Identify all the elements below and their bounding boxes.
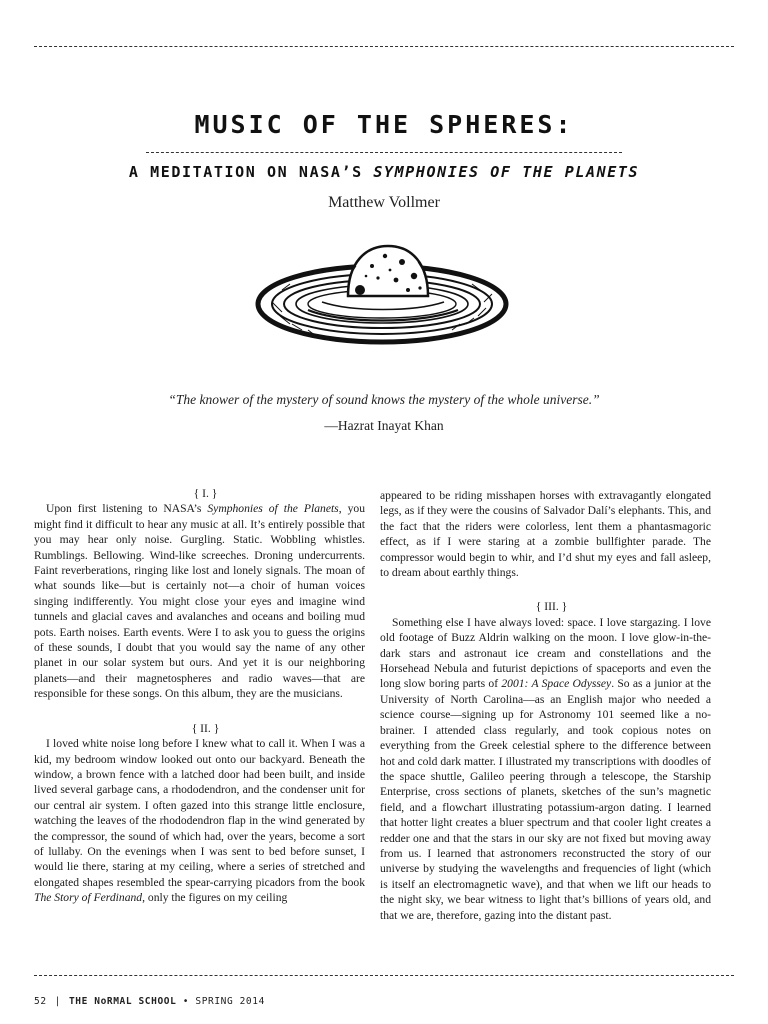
epigraph-attribution: —Hazrat Inayat Khan — [324, 418, 444, 433]
text-run: , you might find it difficult to hear any music at all. It’s entirely possible that you may hear only noise. Gurgling. Static. Wobbling whistles. Rumblings. Bellowing. Wind-like screeches. Droning undercurrents. Faint reverberations, ringing like lost and lonely signals. The moan of what sounds like—but is certainly not—a choir of human voices singing indifferently. You might close your eyes and imagine wind tunnels and glacial caves and avalanches and oceans and boiling mud pots. Earth noises. Earth events. Were I to ask you to guess the origins of these sounds, I doubt that you would say the name of any other planet in our solar system but ours. And yet it is our neighboring planets—and their magnetospheres and radio waves—that are responsible for these songs. On this album, they are the musicians. — [34, 502, 365, 701]
top-dashed-rule — [34, 46, 734, 47]
section-2-continued: appeared to be riding misshapen horses with extravagantly elongated legs, as if they were the cousins of Salvador Dalí’s elephants. This, and the fact that the riders were colorless, lent them a phantasmagoric effect, as if I were staring at a zombie bullfighter parade. The compressor would begin to whir, and I’d shut my eyes and fall asleep, to dream about earthly things. — [380, 489, 711, 580]
subtitle-prefix: A MEDITATION ON NASA’S — [128, 163, 374, 181]
text-run: . So as a junior at the University of North Carolina—as an English major who needed a science course—signing up for Astronomy 101 seemed like a no-brainer. I attended class regularly, and took copious notes on everything from the Greek celestial sphere to the difference between hot and cold dark matter. I illustrated my transcriptions with doodles of the space shuttle, Galileo peering through a telescope, the Starship Enterprise, cross sections of planets, sketches of the sun’s magnetic field, and a flowchart illustrating potassium-argon dating. I learned that hotter light creates a bluer spectrum and that cooler light creates a redder one and that the stars in our sky are not fixed but moving away from us. I learned that astronomers reconstructed the story of our universe by studying the wavelengths and frequencies of light (which is itself an electromagnetic wave), and that when we lift our heads to the night sky, we bear witness to light that’s billions of years old, and that we are, therefore, gazing into the distant past. — [380, 677, 711, 922]
book-title-italic: The Story of Ferdinand — [34, 891, 143, 905]
subtitle-italic: SYMPHONIES OF THE PLANETS — [373, 163, 640, 181]
album-title-italic: Symphonies of the Planets — [207, 502, 339, 516]
author-name: Matthew Vollmer — [328, 194, 440, 211]
page-footer — [34, 996, 265, 1007]
right-column — [380, 488, 711, 923]
page-number: 52 — [34, 996, 47, 1007]
film-title-italic: 2001: A Space Odyssey — [501, 677, 612, 691]
section-heading: { III. } — [535, 600, 568, 614]
journal-name: THE NoRMAL SCHOOL — [68, 996, 177, 1007]
journal-issue: • SPRING 2014 — [182, 996, 265, 1007]
section-heading: { I. } — [193, 487, 218, 500]
left-column — [34, 486, 365, 906]
article-subtitle — [0, 163, 768, 181]
text-run: Something else I have always loved: space. I love stargazing. I love old footage of Buzz Aldrin walking on the moon. I love glow-in-the-dark stars and astronaut ice cream and constellations and the Horsehead Nebula and futurist depictions of spaceports and even the long slow boring parts of — [380, 615, 711, 691]
section-3-paragraph — [380, 615, 711, 923]
section-heading: { II. } — [191, 721, 220, 735]
saturn-planet-icon — [252, 232, 512, 354]
epigraph-quote: “The knower of the mystery of sound knows the mystery of the whole universe.” — [168, 392, 600, 407]
title-dashed-rule — [146, 152, 622, 153]
bottom-dashed-rule — [34, 975, 734, 976]
article-title: MUSIC OF THE SPHERES: — [194, 110, 574, 139]
section-2-paragraph — [34, 736, 365, 905]
text-run: I loved white noise long before I knew what to call it. When I was a kid, my bedroom window looked out onto our backyard. Beneath the window, a brown fence with a latched door had been built, and inside lived several garbage cans, a rhododendron, and the condenser unit for our central air system. I often gazed into this strange little enclosure, watching the leaves of the rhododendron flap in the wind generated by the compressor, the sound of which had, over the years, become a sort of lullaby. On the evenings when I was sent to bed before sunset, I would lie there, staring at my ceiling, where a series of stretched and elongated shapes resembled the spear-carrying picadors from the book — [34, 737, 365, 889]
footer-separator: | — [54, 996, 61, 1007]
text-run: Upon first listening to NASA’s — [46, 502, 208, 516]
section-1-paragraph — [34, 501, 365, 701]
text-run: , only the figures on my ceiling — [142, 891, 288, 905]
